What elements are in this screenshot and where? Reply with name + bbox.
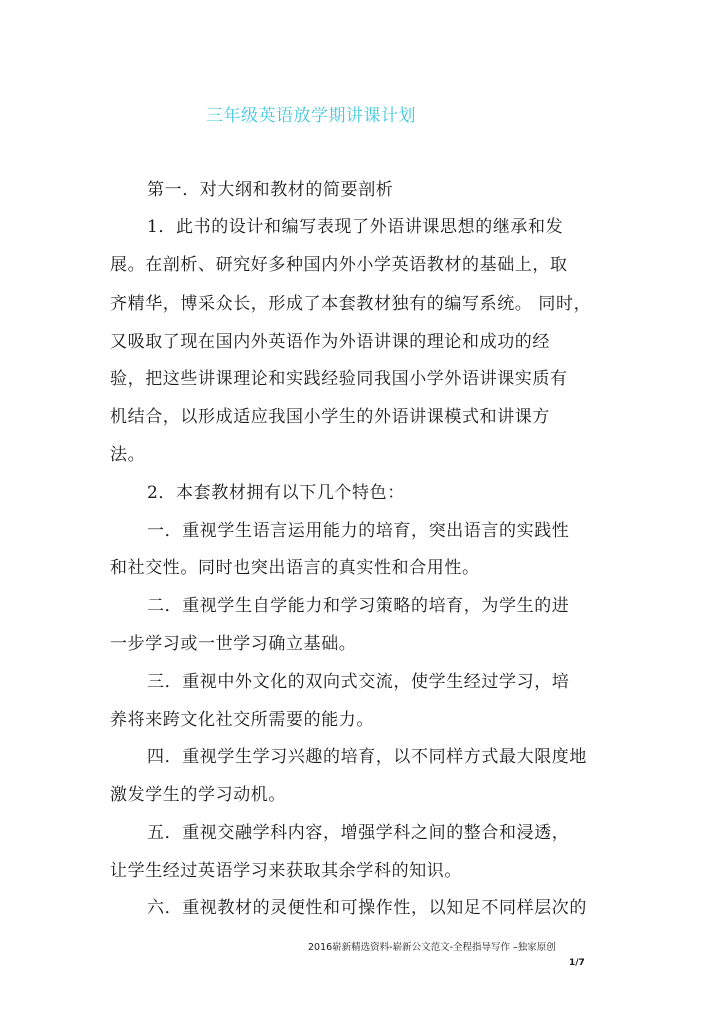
text-line: 激发学生的学习动机。: [110, 785, 286, 805]
text-line: 五．重视交融学科内容，增强学科之间的整合和浸透，: [147, 823, 570, 843]
text-line: 六．重视教材的灵便性和可操作性，以知足不同样层次的: [147, 898, 587, 918]
text-line: 第一．对大纲和教材的简要剖析: [147, 180, 394, 200]
text-line: 验，把这些讲课理论和实践经验同我国小学外语讲课实质有: [110, 369, 568, 389]
text-line: 2．本套教材拥有以下几个特色：: [147, 483, 405, 503]
text-line: 三．重视中外文化的双向式交流，使学生经过学习，培: [147, 672, 570, 692]
footer-text: 2016崭新精选资料-崭新公文范文-全程指导写作 –独家原创: [308, 942, 556, 953]
text-line: 机结合，以形成适应我国小学生的外语讲课模式和讲课方: [110, 407, 550, 427]
text-line: 展。在剖析、研究好多种国内外小学英语教材的基础上，取: [110, 255, 568, 275]
text-line: 齐精华，博采众长，形成了本套教材独有的编写系统。 同时，: [110, 294, 592, 314]
page-number: 1/7: [569, 958, 585, 968]
text-line: 一．重视学生语言运用能力的培育，突出语言的实践性: [147, 521, 570, 541]
text-line: 又吸取了现在国内外英语作为外语讲课的理论和成功的经: [110, 332, 550, 352]
text-line: 让学生经过英语学习来获取其余学科的知识。: [110, 861, 462, 881]
text-line: 1．此书的设计和编写表现了外语讲课思想的继承和发: [147, 217, 564, 237]
text-line: 四．重视学生学习兴趣的培育，以不同样方式最大限度地: [147, 747, 587, 767]
text-line: 和社交性。同时也突出语言的真实性和合用性。: [110, 558, 480, 578]
text-line: 养将来跨文化社交所需要的能力。: [110, 710, 374, 730]
text-line: 法。: [110, 445, 146, 465]
document-title: 三年级英语放学期讲课计划: [206, 106, 416, 126]
text-line: 一步学习或一世学习确立基础。: [110, 634, 357, 654]
text-line: 二．重视学生自学能力和学习策略的培育，为学生的进: [147, 596, 570, 616]
